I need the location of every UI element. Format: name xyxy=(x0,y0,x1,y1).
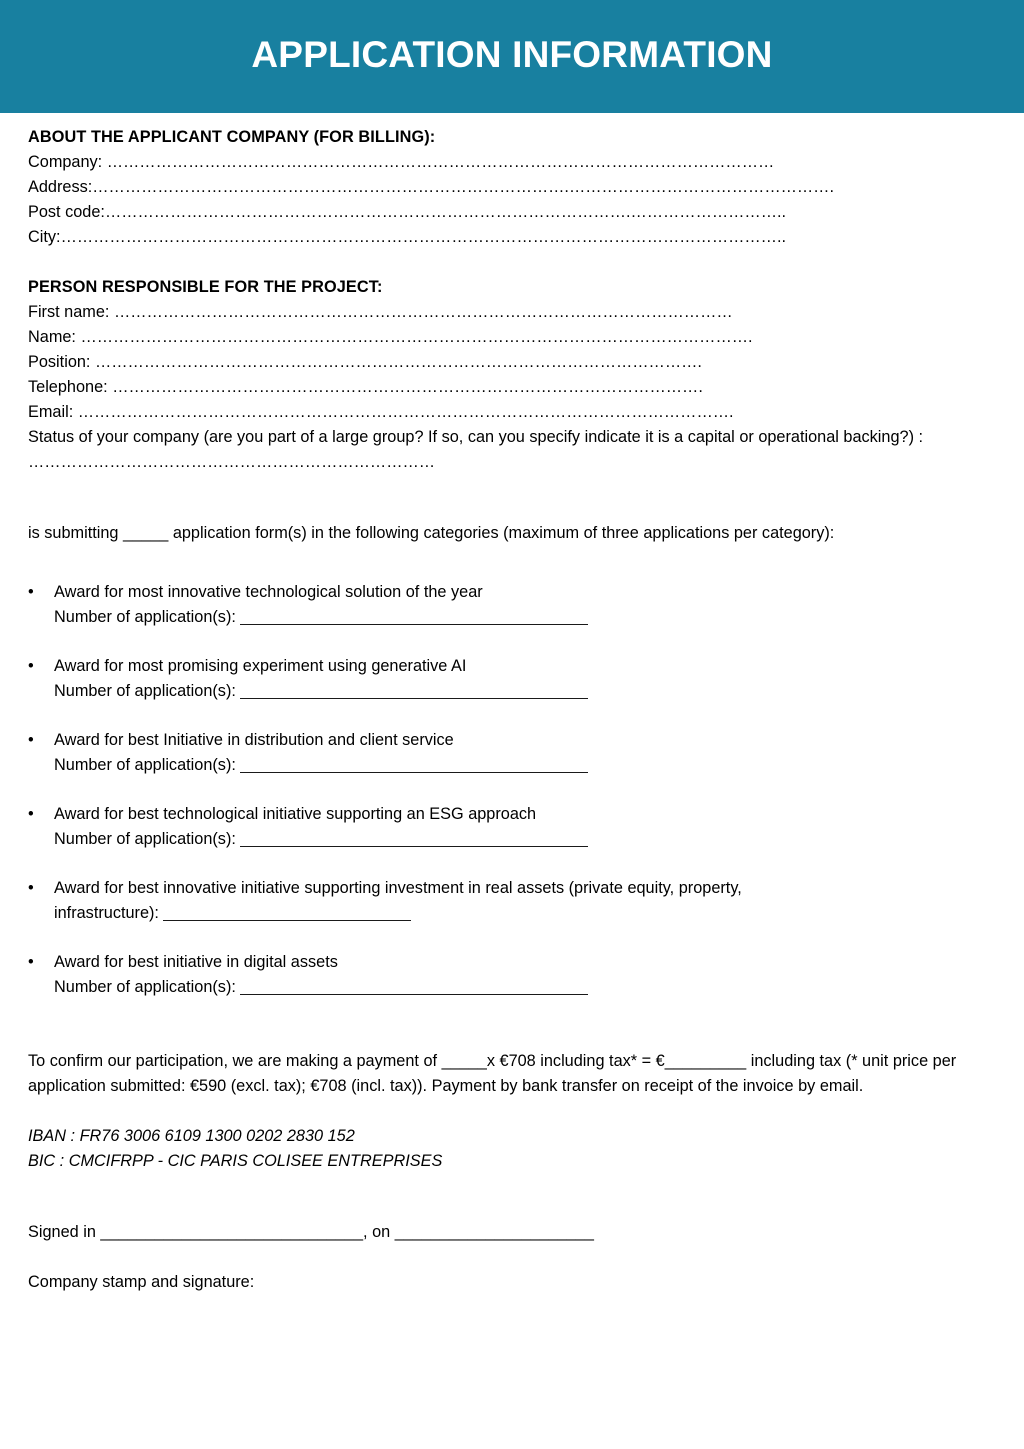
submission-line xyxy=(28,521,996,546)
award-count-label: Number of application(s): xyxy=(54,682,241,700)
award-count-label: infrastructure): xyxy=(54,904,164,922)
field-address xyxy=(28,175,996,200)
field-city-dots[interactable]: …………………………………………………………………………………………………………………….. xyxy=(60,228,786,246)
award-title: Award for most promising experiment using generative AI xyxy=(54,657,467,675)
list-item[interactable] xyxy=(28,876,996,926)
field-position-label: Position: xyxy=(28,353,95,371)
bullet-icon: • xyxy=(28,583,34,601)
field-address-dots[interactable]: …………………………………………………………………………….…………………………………………. xyxy=(92,178,834,196)
field-email xyxy=(28,400,996,425)
payment-part3: including tax (* unit price per application submitted: €590 (excl. tax); €708 (incl. tax)). Payment by bank transfer on receipt of the invoice by email. xyxy=(28,1052,957,1095)
award-categories-list xyxy=(28,580,996,1000)
field-telephone xyxy=(28,375,996,400)
field-first-name xyxy=(28,300,996,325)
list-item[interactable] xyxy=(28,580,996,630)
company-status-dots[interactable]: : ………………………………………………………………… xyxy=(28,428,924,471)
award-count-input[interactable] xyxy=(240,772,588,773)
field-company-dots[interactable]: …………………………………………………………………………………………………………… xyxy=(106,153,775,171)
award-count-row xyxy=(54,605,996,630)
spacer-top xyxy=(28,113,996,125)
page-title: APPLICATION INFORMATION xyxy=(251,34,773,75)
award-count-label: Number of application(s): xyxy=(54,756,241,774)
award-count-input[interactable] xyxy=(240,698,588,699)
company-section-heading: ABOUT THE APPLICANT COMPANY (FOR BILLING): xyxy=(28,128,436,146)
payment-amount-blank[interactable]: _________ xyxy=(664,1052,747,1070)
award-count-label: Number of application(s): xyxy=(54,978,241,996)
field-city xyxy=(28,225,996,250)
spacer-before-bank xyxy=(28,1099,996,1124)
field-company xyxy=(28,150,996,175)
submission-suffix: application form(s) in the following categories (maximum of three applications per category): xyxy=(168,524,835,542)
field-telephone-dots[interactable]: ………………………………………………………………………………………………. xyxy=(112,378,703,396)
field-telephone-label: Telephone: xyxy=(28,378,113,396)
payment-part1: To confirm our participation, we are making a payment of xyxy=(28,1052,442,1070)
field-city-label: City: xyxy=(28,228,61,246)
field-position-dots[interactable]: …………………………………………………………………………………………………. xyxy=(94,353,702,371)
spacer-between-sections xyxy=(28,250,996,275)
award-title: Award for best initiative in digital assets xyxy=(54,953,338,971)
company-stamp-label: Company stamp and signature: xyxy=(28,1273,255,1291)
field-company-status xyxy=(28,425,996,475)
award-count-row xyxy=(54,901,996,926)
award-count-input[interactable] xyxy=(240,846,588,847)
field-address-label: Address: xyxy=(28,178,93,196)
award-count-row xyxy=(54,679,996,704)
award-count-row xyxy=(54,753,996,778)
award-count-input[interactable] xyxy=(240,624,588,625)
field-post-code xyxy=(28,200,996,225)
bullet-icon: • xyxy=(28,879,34,897)
award-title: Award for best Initiative in distribution and client service xyxy=(54,731,454,749)
field-name-dots[interactable]: ……………………………………………………………………………………………………………. xyxy=(80,328,753,346)
award-title: Award for best innovative initiative supporting investment in real assets (private equity, property, xyxy=(54,879,742,897)
field-email-label: Email: xyxy=(28,403,78,421)
field-name-label: Name: xyxy=(28,328,81,346)
field-first-name-label: First name: xyxy=(28,303,114,321)
field-email-dots[interactable]: …………………………………………………………………………………………………………. xyxy=(77,403,734,421)
spacer-before-awards xyxy=(28,546,996,580)
list-item[interactable] xyxy=(28,802,996,852)
spacer-before-submission xyxy=(28,475,996,521)
award-count-row xyxy=(54,975,996,1000)
award-count-input[interactable] xyxy=(240,994,588,995)
award-count-row xyxy=(54,827,996,852)
submission-prefix: is submitting xyxy=(28,524,124,542)
company-status-question: Status of your company (are you part of a large group? If so, can you specify indicate it is a capital or operational backing?) xyxy=(28,428,919,446)
bullet-icon: • xyxy=(28,953,34,971)
signed-in-label: Signed in xyxy=(28,1223,101,1241)
document-body xyxy=(0,113,1024,1295)
bullet-icon: • xyxy=(28,657,34,675)
award-title: Award for most innovative technological solution of the year xyxy=(54,583,483,601)
field-company-label: Company: xyxy=(28,153,107,171)
payment-paragraph xyxy=(28,1049,996,1099)
award-count-input[interactable] xyxy=(163,920,411,921)
field-post-code-label: Post code: xyxy=(28,203,105,221)
field-position xyxy=(28,350,996,375)
award-count-label: Number of application(s): xyxy=(54,830,241,848)
bank-bic: BIC : CMCIFRPP - CIC PARIS COLISEE ENTREPRISES xyxy=(28,1152,443,1170)
list-item[interactable] xyxy=(28,654,996,704)
signed-on-label: , on xyxy=(363,1223,395,1241)
submission-count-blank[interactable]: _____ xyxy=(123,524,169,542)
bullet-icon: • xyxy=(28,805,34,823)
signed-in-line xyxy=(28,1220,996,1245)
list-item[interactable] xyxy=(28,728,996,778)
list-item[interactable] xyxy=(28,950,996,1000)
page-header-banner xyxy=(0,0,1024,113)
payment-part2: x €708 including tax* = € xyxy=(486,1052,665,1070)
bank-iban: IBAN : FR76 3006 6109 1300 0202 2830 152 xyxy=(28,1127,355,1145)
field-first-name-dots[interactable]: …………………………………………………………………………………………………… xyxy=(113,303,733,321)
person-section-heading: PERSON RESPONSIBLE FOR THE PROJECT: xyxy=(28,278,383,296)
spacer-before-signature xyxy=(28,1174,996,1220)
spacer-before-stamp xyxy=(28,1245,996,1270)
payment-qty-blank[interactable]: _____ xyxy=(441,1052,487,1070)
award-count-label: Number of application(s): xyxy=(54,608,241,626)
field-post-code-dots[interactable]: …………………………………………………………………………………….……………………….. xyxy=(104,203,787,221)
field-name xyxy=(28,325,996,350)
bullet-icon: • xyxy=(28,731,34,749)
spacer-before-payment xyxy=(28,1024,996,1049)
signed-in-place-input[interactable]: _____________________________ xyxy=(100,1223,364,1241)
signed-on-date-input[interactable]: ______________________ xyxy=(394,1223,594,1241)
award-title: Award for best technological initiative supporting an ESG approach xyxy=(54,805,537,823)
